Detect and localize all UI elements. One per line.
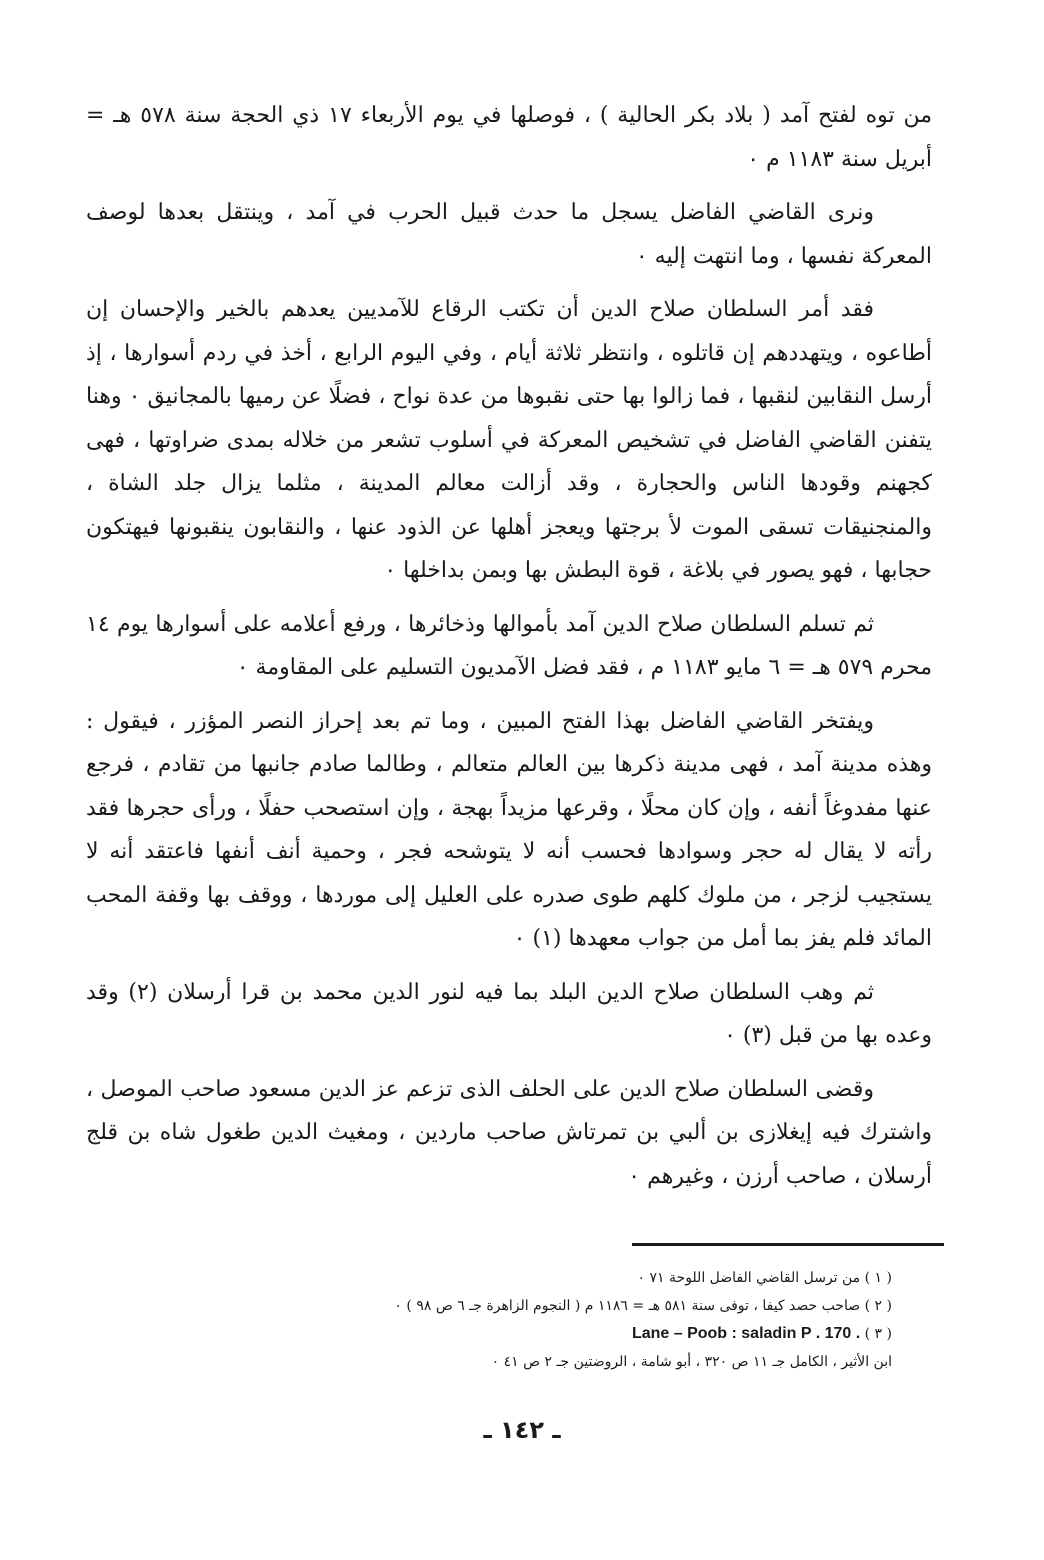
paragraph: ونرى القاضي الفاضل يسجل ما حدث قبيل الحرب في آمد ، وينتقل بعدها لوصف المعركة نفسها ، وما انتهت إليه ٠ [86,200,932,269]
paragraph: ثم تسلم السلطان صلاح الدين آمد بأموالها وذخائرها ، ورفع أعلامه على أسوارها يوم ١٤ محرم ٥٧٩ هـ = ٦ مايو ١١٨٣ م ، فقد فضل الآمديون التسليم على المقاومة ٠ [86,611,932,680]
paragraph: وقضى السلطان صلاح الدين على الحلف الذى تزعم عز الدين مسعود صاحب الموصل ، واشترك فيه إيغلازى بن ألبي بن تمرتاش صاحب ماردين ، ومغيث الدين طغول شاه بن قلج أرسلان ، صاحب أرزن ، وغيرهم ٠ [86,1076,932,1189]
paragraph: ويفتخر القاضي الفاضل بهذا الفتح المبين ، وما تم بعد إحراز النصر المؤزر ، فيقول : وهذه مدينة آمد ، فهى مدينة ذكرها بين العالم متعالم ، وطالما صادم جانبها من تقادم ، فرجع عنها مفدوغاً أنفه ، وإن كان محلًا ، وقرعها مزيداً بهجة ، وإن استصحب حفلًا ، ورأى حجرها فقد رأته لا يقال له حجر وسوادها فحسب أنه لا يتوشحه فجر ، وحمية أنف أنفها فاعتقد أنه لا يستجيب لزجر ، من ملوك كلهم طوى صدره على العليل إلى موردها ، ووقف بها وقفة المحب المائد فلم يفز بما أمل من جواب معهدها (١) ٠ [86,708,932,951]
footnote-divider [632,1243,944,1246]
page-number: ـ ١٤٢ ـ [483,1416,561,1444]
footnote-3-marker: ( ٣ ) [864,1326,892,1342]
paragraph: فقد أمر السلطان صلاح الدين أن تكتب الرقاع للآمديين يعدهم بالخير والإحسان إن أطاعوه ، ويتهددهم إن قاتلوه ، وانتظر ثلاثة أيام ، وفي اليوم الرابع ، أخذ في ردم أسوارها ، إذ أرسل النقابين لنقبها ، فما زالوا بها حتى نقبوها من عدة نواح ، فضلًا عن رميها بالمجانيق ٠ وهنا يتفنن القاضي الفاضل في تشخيص المعركة في أسلوب تشعر من خلاله بمدى ضراوتها ، فهى كجهنم وقودها الناس والحجارة ، وقد أزالت معالم المدينة ، مثلما يزال جلد الشاة ، والمنجنيقات تسقى الموت لأ برجتها ويعجز أهلها عن الذود عنها ، والنقابون ينقبونها فيهتكون حجابها ، فهو يصور في بلاغة ، قوة البطش بها وبمن بداخلها ٠ [86,297,933,583]
footnotes [320,1264,892,1376]
footnote-4: ابن الأثير ، الكامل جـ ١١ ص ٣٢٠ ، أبو شامة ، الروضتين جـ ٢ ص ٤١ ٠ [491,1354,892,1370]
footnote-3 [320,1320,892,1348]
paragraph: من توه لفتح آمد ( بلاد بكر الحالية ) ، فوصلها في يوم الأربعاء ١٧ ذي الحجة سنة ٥٧٨ هـ = أبريل سنة ١١٨٣ م ٠ [86,103,933,172]
paragraph: ثم وهب السلطان صلاح الدين البلد بما فيه لنور الدين محمد بن قرا أرسلان (٢) وقد وعده بها من قبل (٣) ٠ [86,979,932,1048]
footnote-1: ( ١ ) من ترسل القاضي الفاضل اللوحة ٧١ ٠ [637,1270,892,1286]
footnote-3-citation: Lane – Poob : saladin P . 170 . [631,1325,861,1342]
body-text [86,94,932,1208]
footnote-2: ( ٢ ) صاحب حصد كيفا ، توفى سنة ٥٨١ هـ = ١١٨٦ م ( النجوم الزاهرة جـ ٦ ص ٩٨ ) ٠ [394,1298,892,1314]
